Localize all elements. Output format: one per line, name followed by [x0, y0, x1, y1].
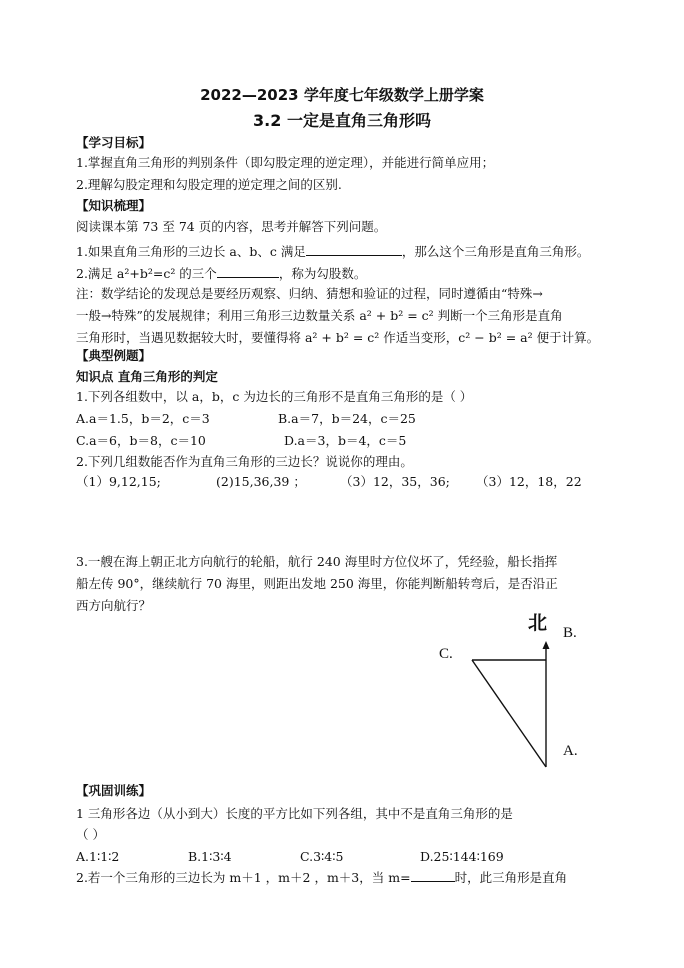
answer-blank[interactable]: [217, 265, 279, 278]
answer-blank[interactable]: [306, 243, 402, 256]
example-1-question: 1.下列各组数中，以 a，b，c 为边长的三角形不是直角三角形的是（ ）: [76, 389, 473, 404]
example-1-option-a: A.a＝1.5，b＝2，c＝3: [76, 411, 210, 426]
review-note-line-1: 注：数学结论的发现总是要经历观察、归纳、猜想和验证的过程，同时遵循由“特殊→: [76, 286, 543, 301]
review-note-line-2: 一般→特殊”的发展规律；利用三角形三边数量关系 a² + b² = c² 判断一个三角形是直角: [76, 308, 563, 323]
review-question-1: [76, 243, 589, 260]
review-q1-tail: ，那么这个三角形是直角三角形。: [401, 244, 590, 259]
north-label: 北: [528, 612, 548, 634]
goals-heading: 【学习目标】: [76, 135, 152, 150]
example-2-item-4: （3）12，18，22: [476, 474, 582, 489]
lesson-title: 3.2 一定是直角三角形吗: [253, 111, 431, 130]
example-2-item-2: (2)15,36,39 ；: [216, 474, 306, 489]
review-q1-text: 1.如果直角三角形的三边长 a、b、c 满足: [76, 244, 306, 259]
example-1-option-d: D.a＝3，b＝4，c＝5: [284, 433, 407, 448]
example-3-line-1: 3.一艘在海上朝正北方向航行的轮船，航行 240 海里时方位仪坏了，凭经验，船长指挥: [76, 554, 558, 569]
practice-1-option-a: A.1∶1∶2: [76, 849, 120, 864]
review-note-line-3: 三角形时，当遇见数据较大时，要懂得将 a² + b² = c² 作适当变形，c² − b² = a² 便于计算。: [76, 330, 600, 345]
review-q2-tail: ，称为勾股数。: [278, 266, 367, 281]
example-2-question: 2.下列几组数能否作为直角三角形的三边长？说说你的理由。: [76, 454, 413, 469]
point-c-label: C.: [439, 646, 453, 662]
examples-heading: 【典型例题】: [76, 348, 152, 363]
practice-1-option-b: B.1∶3∶4: [188, 849, 232, 864]
point-a-label: A.: [563, 743, 578, 759]
north-arrow: [543, 641, 550, 649]
example-1-option-b: B.a＝7，b＝24，c＝25: [278, 411, 416, 426]
review-q2-text: 2.满足 a²+b²=c² 的三个: [76, 266, 217, 281]
practice-2-text: 2.若一个三角形的三边长为 m＋1 ，m＋2 ，m＋3，当 m=: [76, 870, 411, 885]
answer-blank[interactable]: [411, 869, 455, 882]
segment-ca: [472, 660, 546, 767]
review-question-2: [76, 265, 366, 282]
practice-1-option-c: C.3∶4∶5: [300, 849, 344, 864]
example-1-option-c: C.a＝6，b＝8，c＝10: [76, 433, 206, 448]
practice-1-line-1: 1 三角形各边（从小到大）长度的平方比如下列各组，其中不是直角三角形的是: [76, 806, 513, 821]
example-2-item-3: （3）12，35，36;: [340, 474, 450, 489]
knowledge-point: 知识点 直角三角形的判定: [76, 369, 218, 384]
goal-item-2: 2.理解勾股定理和勾股定理的逆定理之间的区别.: [76, 177, 342, 192]
point-b-label: B.: [563, 625, 577, 641]
practice-1-line-2: （ ）: [76, 827, 105, 842]
practice-2-tail: 时，此三角形是直角: [454, 870, 568, 885]
example-3-line-3: 西方向航行？: [76, 598, 152, 613]
goal-item-1: 1.掌握直角三角形的判别条件（即勾股定理的逆定理），并能进行简单应用；: [76, 155, 495, 170]
practice-heading: 【巩固训练】: [76, 783, 152, 798]
practice-1-option-d: D.25∶144∶169: [420, 849, 504, 864]
page-title: 2022—2023 学年度七年级数学上册学案: [200, 86, 484, 104]
practice-2-question: [76, 869, 567, 886]
review-heading: 【知识梳理】: [76, 198, 152, 213]
example-3-line-2: 船左传 90°，继续航行 70 海里，则距出发地 250 海里，你能判断船转弯后，是否沿正: [76, 576, 558, 591]
review-intro: 阅读课本第 73 至 74 页的内容，思考并解答下列问题。: [76, 219, 387, 234]
example-2-item-1: （1）9,12,15;: [76, 474, 161, 489]
